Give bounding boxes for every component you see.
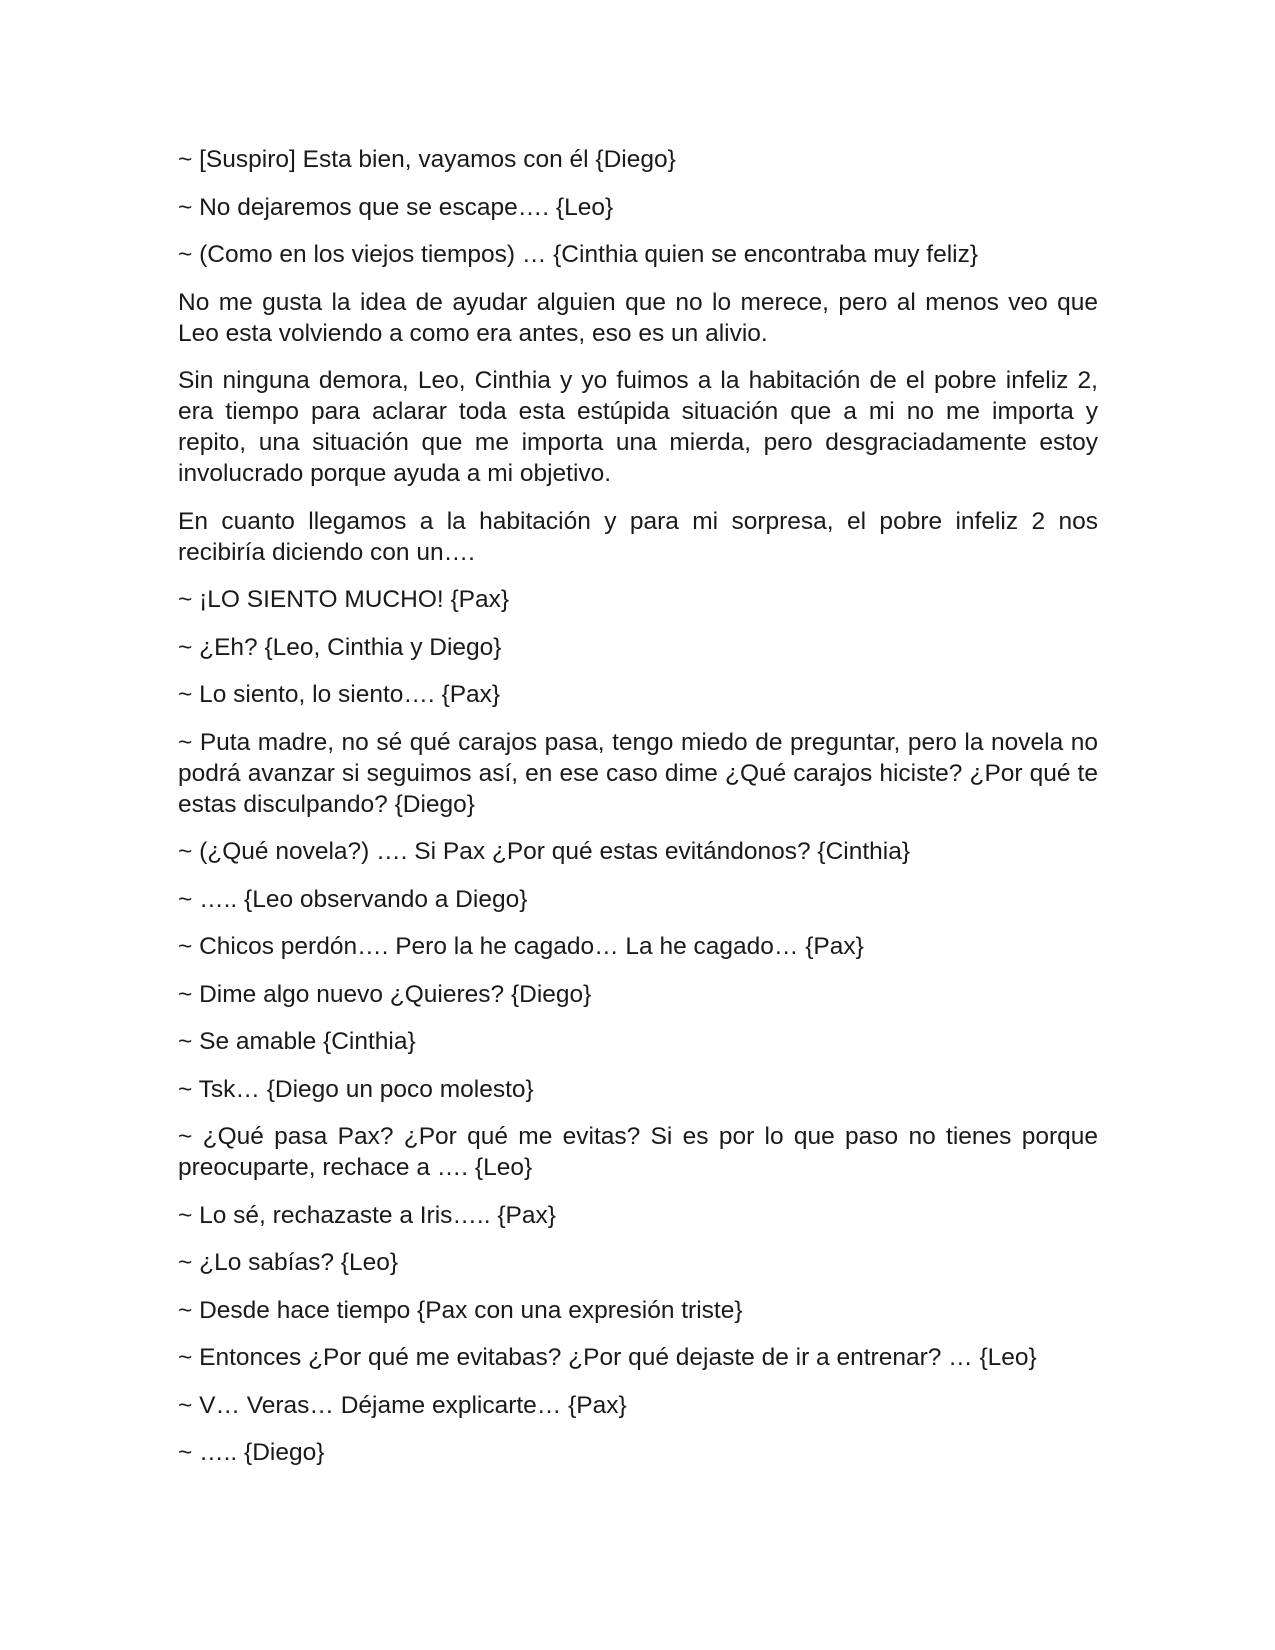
- dialogue-line: ~ (¿Qué novela?) …. Si Pax ¿Por qué estas evitándonos? {Cinthia}: [178, 838, 911, 865]
- dialogue-line: ~ Desde hace tiempo {Pax con una expresión triste}: [178, 1296, 743, 1324]
- dialogue-line: ~ [Suspiro] Esta bien, vayamos con él {Diego}: [178, 146, 676, 173]
- dialogue-line: ~ No dejaremos que se escape…. {Leo}: [178, 193, 614, 221]
- dialogue-line: ~ Chicos perdón…. Pero la he cagado… La he cagado… {Pax}: [178, 933, 864, 960]
- dialogue-line: ~ Lo sé, rechazaste a Iris….. {Pax}: [178, 1201, 556, 1229]
- narration-paragraph: En cuanto llegamos a la habitación y para mi sorpresa, el pobre infeliz 2 nos recibiría diciendo con un….: [178, 507, 1098, 566]
- dialogue-line: ~ Se amable {Cinthia}: [178, 1028, 416, 1055]
- dialogue-line: ~ Tsk… {Diego un poco molesto}: [178, 1075, 534, 1103]
- dialogue-line: ~ ….. {Diego}: [178, 1439, 325, 1466]
- dialogue-line: ~ ¡LO SIENTO MUCHO! {Pax}: [178, 586, 510, 613]
- dialogue-line: ~ ¿Qué pasa Pax? ¿Por qué me evitas? Si es por lo que paso no tienes porque preocuparte, rechace a …. {Leo}: [178, 1123, 1098, 1181]
- dialogue-line: ~ Dime algo nuevo ¿Quieres? {Diego}: [178, 980, 592, 1008]
- document-page: [178, 144, 1098, 1485]
- dialogue-line: ~ V… Veras… Déjame explicarte… {Pax}: [178, 1391, 627, 1419]
- narration-paragraph: No me gusta la idea de ayudar alguien que no lo merece, pero al menos veo que Leo esta volviendo a como era antes, eso es un alivio.: [178, 288, 1098, 347]
- dialogue-line: ~ Puta madre, no sé qué carajos pasa, tengo miedo de preguntar, pero la novela no podrá avanzar si seguimos así, en ese caso dime ¿Qué carajos hiciste? ¿Por qué te estas disculpando? {Diego}: [178, 728, 1098, 818]
- dialogue-line: ~ Lo siento, lo siento…. {Pax}: [178, 681, 501, 708]
- dialogue-line: ~ Entonces ¿Por qué me evitabas? ¿Por qué dejaste de ir a entrenar? … {Leo}: [178, 1344, 1037, 1371]
- dialogue-line: ~ ¿Lo sabías? {Leo}: [178, 1249, 398, 1276]
- dialogue-line: ~ ¿Eh? {Leo, Cinthia y Diego}: [178, 633, 502, 661]
- dialogue-line: ~ (Como en los viejos tiempos) … {Cinthia quien se encontraba muy feliz}: [178, 241, 979, 268]
- narration-paragraph: Sin ninguna demora, Leo, Cinthia y yo fuimos a la habitación de el pobre infeliz 2, era tiempo para aclarar toda esta estúpida situación que a mi no me importa y repito, una situación que me importa una mierda, pero desgraciadamente estoy involucrado porque ayuda a mi objetivo.: [178, 367, 1098, 487]
- dialogue-line: ~ ….. {Leo observando a Diego}: [178, 885, 528, 913]
